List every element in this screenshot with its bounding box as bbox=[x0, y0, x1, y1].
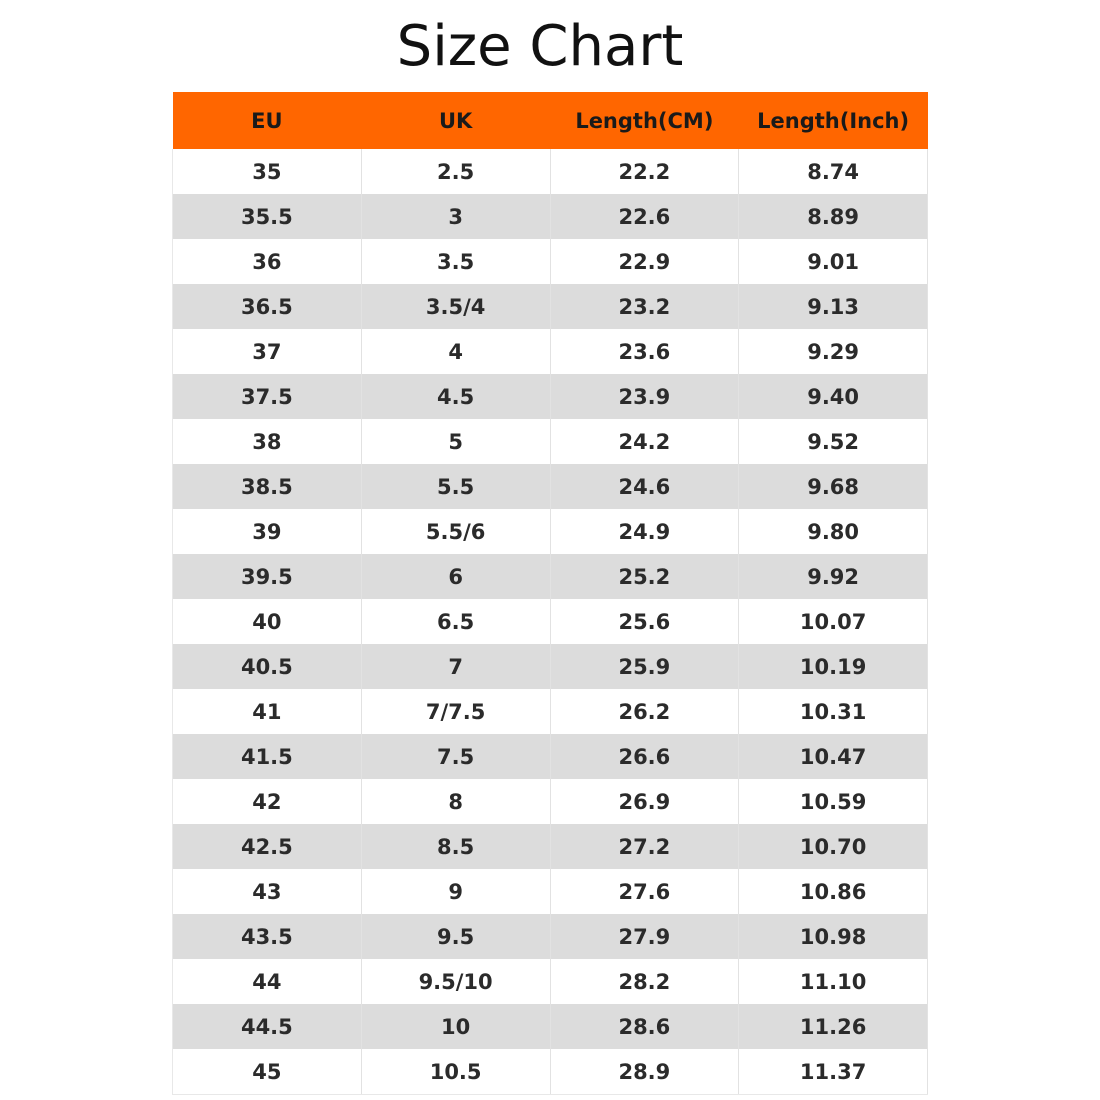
cell-length-inch: 9.13 bbox=[739, 284, 928, 329]
cell-uk: 6 bbox=[361, 554, 550, 599]
cell-length-inch: 10.70 bbox=[739, 824, 928, 869]
table-row bbox=[173, 284, 928, 329]
cell-length-cm: 22.6 bbox=[550, 194, 739, 239]
cell-uk: 10 bbox=[361, 1004, 550, 1049]
table-row bbox=[173, 1004, 928, 1049]
cell-length-cm: 25.9 bbox=[550, 644, 739, 689]
cell-length-inch: 10.31 bbox=[739, 689, 928, 734]
cell-length-cm: 25.6 bbox=[550, 599, 739, 644]
cell-eu: 40.5 bbox=[173, 644, 362, 689]
cell-length-cm: 26.2 bbox=[550, 689, 739, 734]
cell-eu: 37 bbox=[173, 329, 362, 374]
cell-length-cm: 23.6 bbox=[550, 329, 739, 374]
cell-uk: 2.5 bbox=[361, 149, 550, 194]
cell-length-inch: 10.19 bbox=[739, 644, 928, 689]
cell-uk: 4 bbox=[361, 329, 550, 374]
table-body bbox=[173, 149, 928, 1095]
cell-length-cm: 24.2 bbox=[550, 419, 739, 464]
table-row bbox=[173, 599, 928, 644]
cell-length-inch: 11.37 bbox=[739, 1049, 928, 1095]
cell-length-inch: 9.52 bbox=[739, 419, 928, 464]
cell-length-cm: 25.2 bbox=[550, 554, 739, 599]
cell-eu: 41 bbox=[173, 689, 362, 734]
table-row bbox=[173, 779, 928, 824]
cell-eu: 38 bbox=[173, 419, 362, 464]
table-row bbox=[173, 914, 928, 959]
cell-length-cm: 22.9 bbox=[550, 239, 739, 284]
table-row bbox=[173, 554, 928, 599]
cell-length-cm: 23.9 bbox=[550, 374, 739, 419]
cell-length-inch: 10.98 bbox=[739, 914, 928, 959]
table-row bbox=[173, 734, 928, 779]
cell-uk: 8 bbox=[361, 779, 550, 824]
table-row bbox=[173, 1049, 928, 1095]
cell-uk: 10.5 bbox=[361, 1049, 550, 1095]
cell-length-cm: 27.6 bbox=[550, 869, 739, 914]
cell-eu: 45 bbox=[173, 1049, 362, 1095]
cell-eu: 44.5 bbox=[173, 1004, 362, 1049]
cell-length-cm: 28.6 bbox=[550, 1004, 739, 1049]
cell-eu: 37.5 bbox=[173, 374, 362, 419]
table-row bbox=[173, 149, 928, 194]
cell-length-inch: 11.10 bbox=[739, 959, 928, 1004]
cell-uk: 9 bbox=[361, 869, 550, 914]
cell-eu: 44 bbox=[173, 959, 362, 1004]
cell-length-inch: 9.40 bbox=[739, 374, 928, 419]
table-row bbox=[173, 959, 928, 1004]
table-row bbox=[173, 869, 928, 914]
cell-length-cm: 28.2 bbox=[550, 959, 739, 1004]
cell-length-inch: 10.07 bbox=[739, 599, 928, 644]
header-length-cm: Length(CM) bbox=[550, 92, 739, 149]
cell-uk: 3.5/4 bbox=[361, 284, 550, 329]
cell-uk: 9.5 bbox=[361, 914, 550, 959]
cell-eu: 36.5 bbox=[173, 284, 362, 329]
table-row bbox=[173, 194, 928, 239]
cell-uk: 6.5 bbox=[361, 599, 550, 644]
cell-uk: 5.5 bbox=[361, 464, 550, 509]
cell-length-inch: 10.47 bbox=[739, 734, 928, 779]
cell-uk: 5.5/6 bbox=[361, 509, 550, 554]
cell-uk: 3 bbox=[361, 194, 550, 239]
cell-length-cm: 23.2 bbox=[550, 284, 739, 329]
cell-eu: 43.5 bbox=[173, 914, 362, 959]
table-row bbox=[173, 464, 928, 509]
cell-eu: 35.5 bbox=[173, 194, 362, 239]
cell-eu: 41.5 bbox=[173, 734, 362, 779]
header-eu: EU bbox=[173, 92, 362, 149]
header-row bbox=[173, 92, 928, 149]
table-row bbox=[173, 644, 928, 689]
cell-eu: 38.5 bbox=[173, 464, 362, 509]
cell-uk: 3.5 bbox=[361, 239, 550, 284]
cell-length-inch: 10.86 bbox=[739, 869, 928, 914]
size-chart-table bbox=[172, 92, 928, 1095]
cell-uk: 7 bbox=[361, 644, 550, 689]
cell-length-inch: 8.89 bbox=[739, 194, 928, 239]
cell-length-inch: 9.68 bbox=[739, 464, 928, 509]
cell-uk: 7/7.5 bbox=[361, 689, 550, 734]
table-row bbox=[173, 374, 928, 419]
cell-length-inch: 9.80 bbox=[739, 509, 928, 554]
cell-eu: 43 bbox=[173, 869, 362, 914]
cell-length-cm: 24.9 bbox=[550, 509, 739, 554]
cell-length-inch: 11.26 bbox=[739, 1004, 928, 1049]
cell-uk: 4.5 bbox=[361, 374, 550, 419]
cell-length-cm: 26.6 bbox=[550, 734, 739, 779]
table-row bbox=[173, 239, 928, 284]
cell-eu: 36 bbox=[173, 239, 362, 284]
cell-length-cm: 24.6 bbox=[550, 464, 739, 509]
cell-length-inch: 9.01 bbox=[739, 239, 928, 284]
cell-eu: 39 bbox=[173, 509, 362, 554]
cell-length-cm: 22.2 bbox=[550, 149, 739, 194]
cell-uk: 8.5 bbox=[361, 824, 550, 869]
header-uk: UK bbox=[361, 92, 550, 149]
cell-length-inch: 10.59 bbox=[739, 779, 928, 824]
page-title: Size Chart bbox=[396, 14, 684, 79]
table-row bbox=[173, 329, 928, 374]
cell-length-inch: 9.29 bbox=[739, 329, 928, 374]
cell-eu: 35 bbox=[173, 149, 362, 194]
table-row bbox=[173, 419, 928, 464]
cell-uk: 9.5/10 bbox=[361, 959, 550, 1004]
cell-length-cm: 27.9 bbox=[550, 914, 739, 959]
cell-eu: 40 bbox=[173, 599, 362, 644]
cell-length-inch: 9.92 bbox=[739, 554, 928, 599]
table-row bbox=[173, 509, 928, 554]
cell-eu: 42 bbox=[173, 779, 362, 824]
cell-length-cm: 28.9 bbox=[550, 1049, 739, 1095]
cell-length-inch: 8.74 bbox=[739, 149, 928, 194]
table-row bbox=[173, 689, 928, 734]
header-length-inch: Length(Inch) bbox=[739, 92, 928, 149]
table-row bbox=[173, 824, 928, 869]
cell-uk: 5 bbox=[361, 419, 550, 464]
cell-eu: 42.5 bbox=[173, 824, 362, 869]
cell-eu: 39.5 bbox=[173, 554, 362, 599]
cell-length-cm: 27.2 bbox=[550, 824, 739, 869]
cell-length-cm: 26.9 bbox=[550, 779, 739, 824]
cell-uk: 7.5 bbox=[361, 734, 550, 779]
